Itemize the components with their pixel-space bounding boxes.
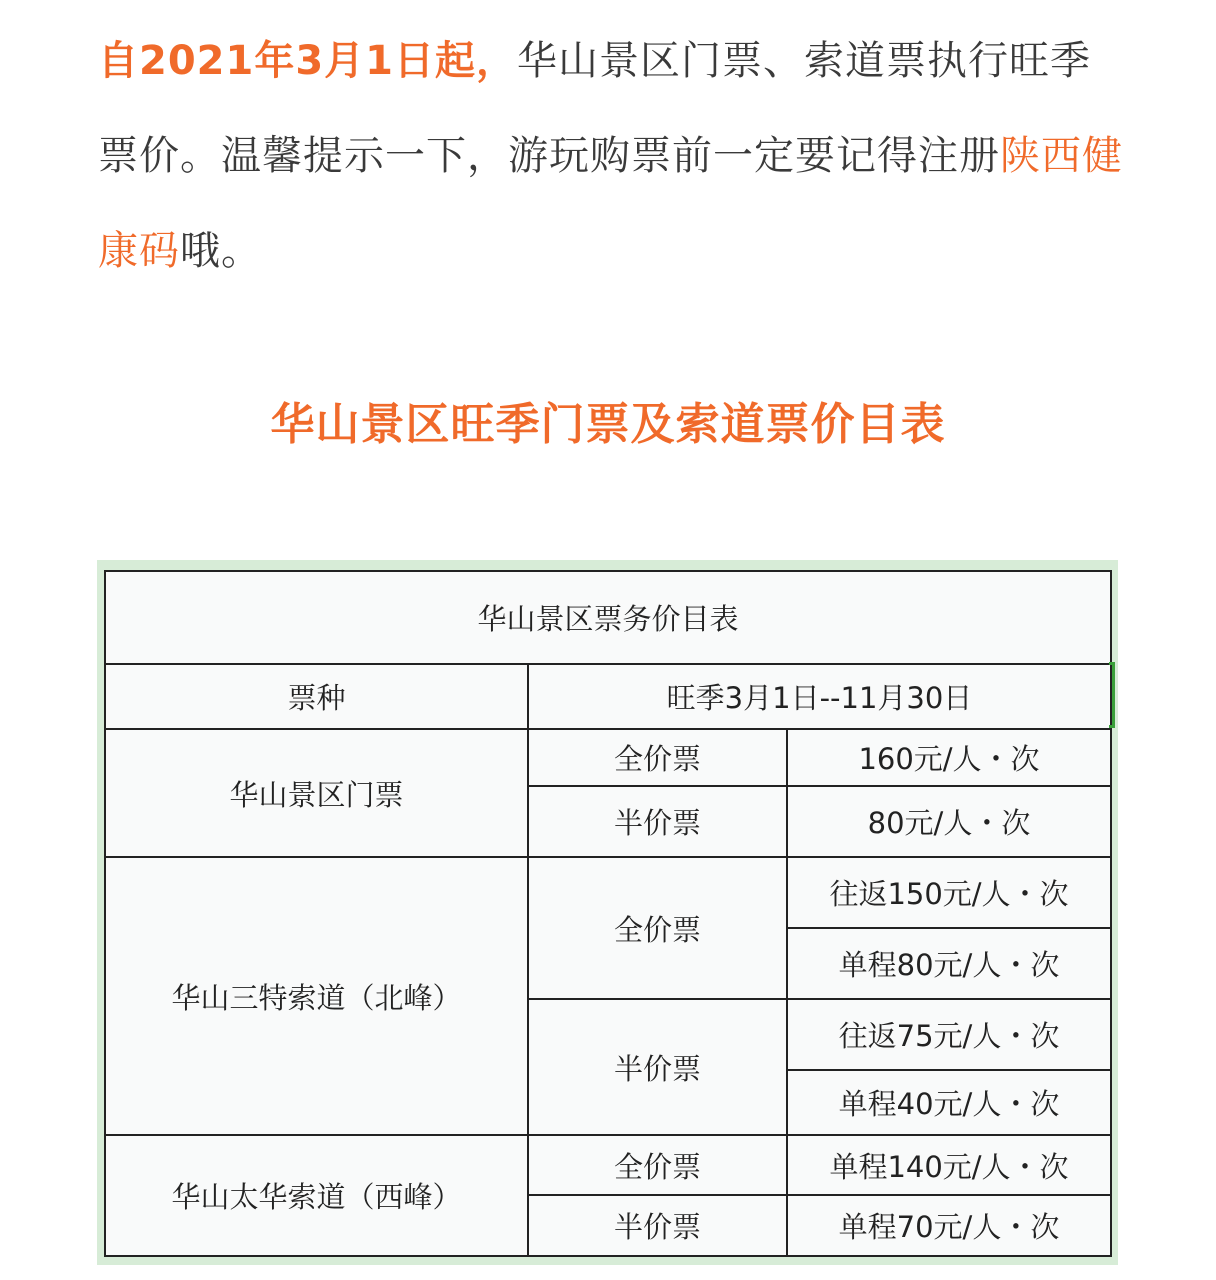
selection-handle[interactable] xyxy=(1109,662,1115,728)
ticket-price: 单程140元/人・次 xyxy=(787,1135,1111,1195)
price-table xyxy=(104,570,1112,1257)
ticket-kind: 半价票 xyxy=(528,1195,787,1256)
ticket-kind: 半价票 xyxy=(528,786,787,857)
ticket-kind: 全价票 xyxy=(528,857,787,999)
group-name: 华山太华索道（西峰） xyxy=(105,1135,528,1256)
group-name: 华山景区门票 xyxy=(105,729,528,857)
ticket-price: 往返75元/人・次 xyxy=(787,999,1111,1070)
ticket-price: 80元/人・次 xyxy=(787,786,1111,857)
intro-paragraph xyxy=(98,14,1128,299)
ticket-price: 单程40元/人・次 xyxy=(787,1070,1111,1135)
intro-text: 华山景区门票、索道票执行旺季票价。温馨提示一下，游玩购票前一定要记得注册 xyxy=(98,38,1091,179)
section-title: 华山景区旺季门票及索道票价目表 xyxy=(270,399,946,450)
ticket-kind: 半价票 xyxy=(528,999,787,1135)
ticket-price: 单程80元/人・次 xyxy=(787,928,1111,999)
group-name: 华山三特索道（北峰） xyxy=(105,857,528,1135)
ticket-price: 往返150元/人・次 xyxy=(787,857,1111,928)
ticket-kind: 全价票 xyxy=(528,729,787,786)
header-type: 票种 xyxy=(105,664,528,729)
table-row xyxy=(105,1135,1111,1195)
table-row xyxy=(105,729,1111,786)
health-code-link[interactable]: 陕西健康码 xyxy=(98,133,1123,274)
header-season: 旺季3月1日--11月30日 xyxy=(528,664,1111,729)
intro-text-end: 哦。 xyxy=(180,228,262,274)
table-header xyxy=(105,664,1111,729)
ticket-kind: 全价票 xyxy=(528,1135,787,1195)
table-row xyxy=(105,857,1111,928)
ticket-price: 160元/人・次 xyxy=(787,729,1111,786)
intro-lead: 自2021年3月1日起， xyxy=(98,38,517,84)
ticket-price: 单程70元/人・次 xyxy=(787,1195,1111,1256)
table-caption: 华山景区票务价目表 xyxy=(105,571,1111,664)
